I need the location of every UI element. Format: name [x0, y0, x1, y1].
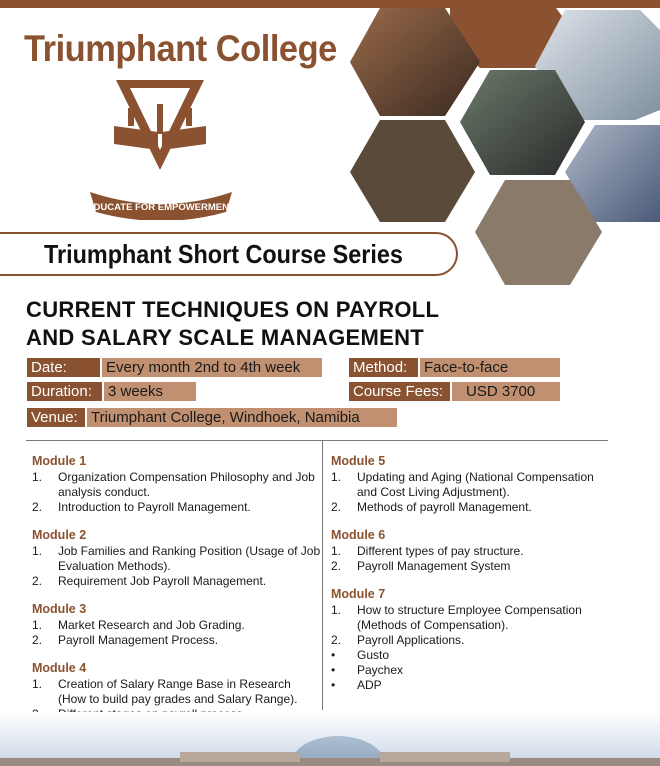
list-item: 1. Creation of Salary Range Base in Research (How to build pay grades and Salary Range).: [32, 677, 298, 706]
hex-photo-lab: [350, 120, 475, 222]
module-title: Module 2: [32, 528, 87, 542]
duration-value: 3 weeks: [104, 382, 196, 401]
list-item: 1. Updating and Aging (National Compensation and Cost Living Adjustment).: [331, 470, 594, 499]
module-2: [32, 528, 322, 589]
module-title: Module 3: [32, 602, 87, 616]
module-3: [32, 602, 322, 648]
list-item: • ADP: [331, 678, 382, 692]
list-item: 2. Payroll Applications.: [331, 633, 465, 647]
campus-building-image: [0, 712, 660, 766]
list-item: 1. Organization Compensation Philosophy and Job analysis conduct.: [32, 470, 315, 499]
series-ribbon: [0, 232, 458, 276]
module-7: [331, 587, 616, 693]
list-item: 2. Introduction to Payroll Management.: [32, 500, 251, 514]
section-divider: [26, 440, 608, 441]
fees-label: Course Fees:: [349, 382, 450, 401]
list-item: 2. Payroll Management Process.: [32, 633, 219, 647]
method-value: Face-to-face: [420, 358, 560, 377]
module-title: Module 7: [331, 587, 386, 601]
list-item: 1. Different types of pay structure.: [331, 544, 524, 558]
list-item: • Paychex: [331, 663, 404, 677]
list-item: 1. Job Families and Ranking Position (Usage of Job Evaluation Methods).: [32, 544, 321, 573]
list-item: 1. How to structure Employee Compensation (Methods of Compensation).: [331, 603, 582, 632]
module-6: [331, 528, 616, 574]
venue-value: Triumphant College, Windhoek, Namibia: [87, 408, 397, 427]
modules-left-column: [32, 454, 322, 735]
list-item: • Gusto: [331, 648, 390, 662]
series-title: Triumphant Short Course Series: [44, 239, 403, 269]
method-label: Method:: [349, 358, 418, 377]
tagline-banner: [86, 186, 236, 220]
date-label: Date:: [27, 358, 100, 377]
module-title: Module 1: [32, 454, 87, 468]
tagline-text: EDUCATE FOR EMPOWERMENT: [87, 202, 235, 213]
duration-label: Duration:: [27, 382, 102, 401]
list-item: 2. Payroll Management System: [331, 559, 511, 573]
module-5: [331, 454, 616, 515]
list-item: 2. Requirement Job Payroll Management.: [32, 574, 267, 588]
module-title: Module 6: [331, 528, 386, 542]
list-item: 2. Methods of payroll Management.: [331, 500, 532, 514]
module-title: Module 5: [331, 454, 386, 468]
module-title: Module 4: [32, 661, 87, 675]
course-title-line2: AND SALARY SCALE MANAGEMENT: [26, 325, 424, 350]
module-1: [32, 454, 322, 515]
modules-right-column: [331, 454, 616, 706]
college-name: Triumphant College: [24, 28, 337, 69]
fees-value: USD 3700: [452, 382, 560, 401]
column-divider: [322, 440, 323, 710]
list-item: 1. Market Research and Job Grading.: [32, 618, 245, 632]
date-value: Every month 2nd to 4th week: [102, 358, 322, 377]
course-title-line1: CURRENT TECHNIQUES ON PAYROLL: [26, 297, 440, 322]
venue-label: Venue:: [27, 408, 85, 427]
course-title: [26, 296, 439, 352]
